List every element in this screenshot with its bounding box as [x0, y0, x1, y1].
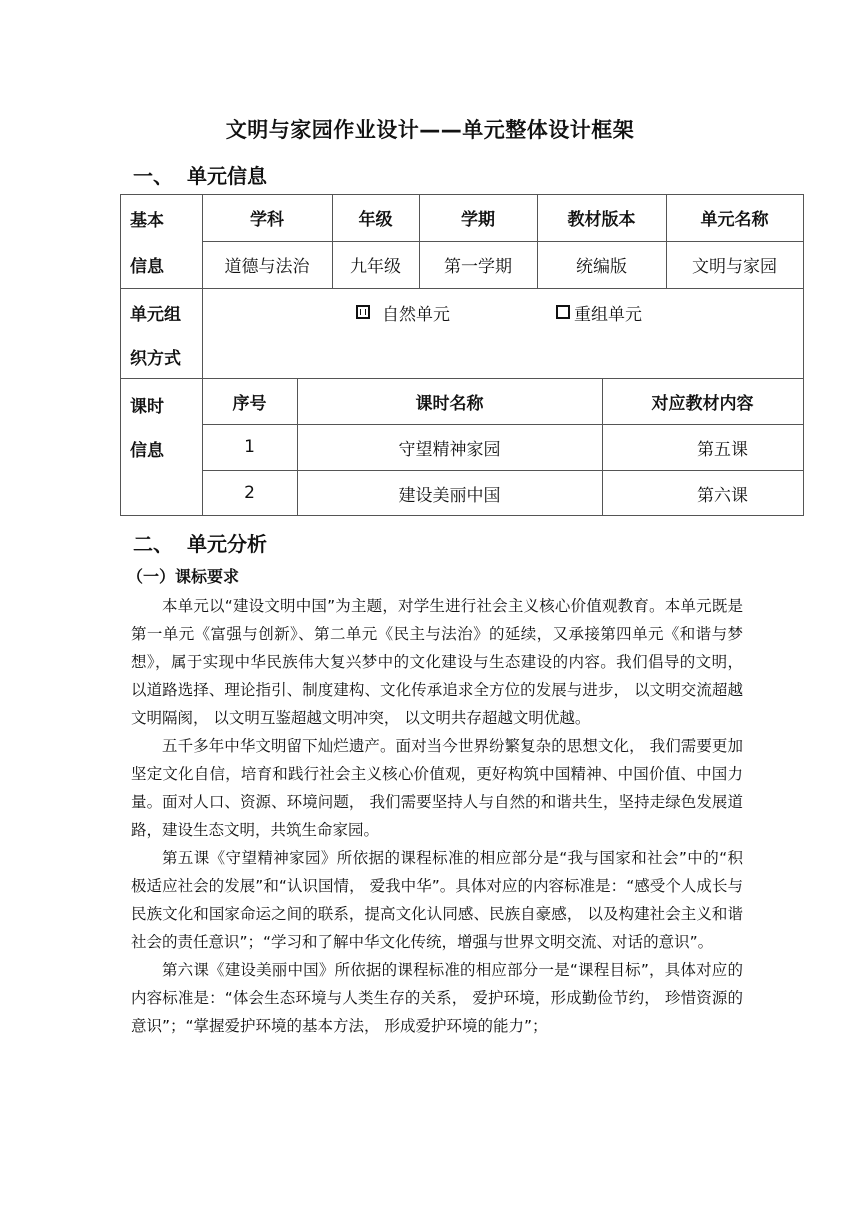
page-title: 文明与家园作业设计——单元整体设计框架: [225, 118, 635, 142]
header-lesson-no: 序号: [232, 393, 267, 414]
header-textbook-version: 教材版本: [567, 210, 636, 230]
paragraph: 五千多年中华文明留下灿烂遗产。面对当今世界纷繁复杂的思想文化， 我们需要更加坚定文化自信，培育和践行社会主义核心价值观，更好构筑中国精神、中国价值、中国力量。面对人口、资源、环境问题， 我们需要坚持人与自然的和谐共生，坚持走绿色发展道路，建设生态文明，共筑生命家园。: [131, 737, 743, 839]
paragraph: 本单元以“建设文明中国”为主题，对学生进行社会主义核心价值观教育。本单元既是第一单元《富强与创新》、第二单元《民主与法治》的延续，又承接第四单元《和谐与梦想》，属于实现中华民族伟大复兴梦中的文化建设与生态建设的内容。我们倡导的文明， 以道路选择、理论指引、制度建构、文化传承追求全方位的发展与进步， 以文明交流超越文明隔阂， 以文明互鉴超越文明冲突， 以文明共存超越文明优越。: [131, 597, 743, 727]
paragraph: 第六课《建设美丽中国》所依据的课程标准的相应部分一是“课程目标”，具体对应的内容标准是：“体会生态环境与人类生存的关系， 爱护环境，形成勤俭节约， 珍惜资源的意识”；“掌握爱护环境的基本方法， 形成爱护环境的能力”；: [131, 961, 743, 1035]
value-grade: 九年级: [350, 257, 401, 277]
lesson-label-line1: 课时: [130, 396, 164, 417]
unit-info-table: [120, 194, 804, 516]
lesson-row-1-no: 1: [244, 437, 255, 457]
org-option-natural[interactable]: [356, 292, 450, 332]
section-title: 单元分析: [187, 532, 267, 556]
subsection-heading: （一）课标要求: [127, 567, 240, 586]
header-unit-name: 单元名称: [700, 210, 769, 230]
header-subject: 学科: [250, 210, 284, 230]
header-semester: 学期: [461, 210, 495, 230]
basic-info-label-line2: 信息: [130, 256, 164, 277]
lesson-row-2-no: 2: [244, 483, 255, 503]
header-lesson-content: 对应教材内容: [651, 393, 754, 414]
org-option-regrouped[interactable]: [556, 292, 642, 332]
section-heading-unit-analysis: [133, 528, 267, 557]
section-number: 二、: [133, 532, 173, 556]
lesson-row-2-content: 第六课: [697, 485, 748, 506]
lesson-row-1-content: 第五课: [697, 439, 748, 460]
section-heading-unit-info: [133, 160, 267, 189]
section-title: 单元信息: [187, 164, 267, 188]
section-number: 一、: [133, 164, 173, 188]
analysis-body: [131, 592, 743, 1040]
org-option-natural-label: 自然单元: [382, 304, 450, 325]
basic-info-label-line1: 基本: [130, 210, 164, 231]
value-unit-name: 文明与家园: [692, 257, 777, 277]
value-textbook-version: 统编版: [576, 257, 627, 277]
org-option-regrouped-label: 重组单元: [574, 304, 642, 325]
lesson-row-1-name: 守望精神家园: [398, 439, 501, 460]
lesson-row-2-name: 建设美丽中国: [398, 485, 501, 506]
header-grade: 年级: [358, 210, 393, 230]
org-label-line2: 织方式: [130, 348, 181, 369]
paragraph: 第五课《守望精神家园》所依据的课程标准的相应部分是“我与国家和社会”中的“积极适应社会的发展”和“认识国情， 爱我中华”。具体对应的内容标准是：“感受个人成长与民族文化和国家命运之间的联系，提高文化认同感、民族自豪感， 以及构建社会主义和谐社会的责任意识”；“学习和了解中华文化传统，增强与世界文明交流、对话的意识”。: [131, 849, 743, 951]
value-semester: 第一学期: [444, 257, 512, 277]
checkbox-checked-icon[interactable]: [356, 305, 370, 319]
org-label-line1: 单元组: [130, 304, 181, 325]
checkbox-unchecked-icon[interactable]: [556, 305, 570, 319]
lesson-label-line2: 信息: [130, 440, 164, 461]
header-lesson-name: 课时名称: [415, 393, 484, 414]
value-subject: 道德与法治: [224, 257, 310, 277]
